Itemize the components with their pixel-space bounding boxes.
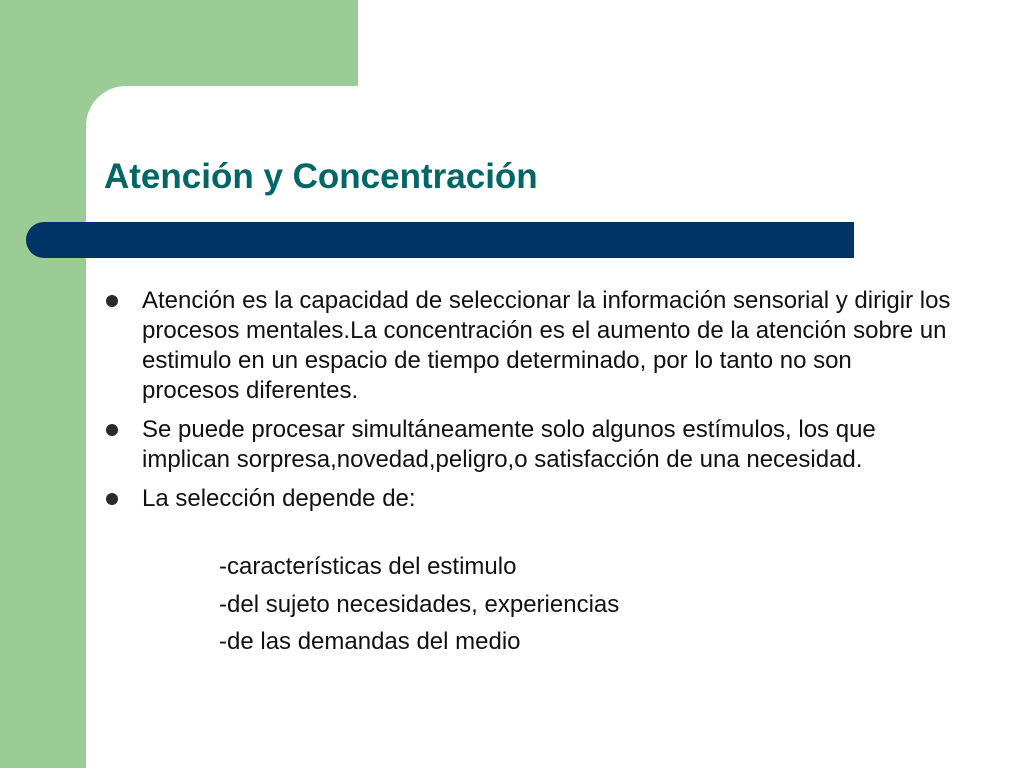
bullet-dot-icon	[106, 493, 118, 505]
title-underline-bar	[26, 222, 854, 258]
bullet-dot-icon	[106, 295, 118, 307]
bullet-item	[104, 415, 954, 475]
sub-item: -de las demandas del medio	[219, 628, 521, 655]
bullet-item	[104, 484, 954, 514]
sub-item: -del sujeto necesidades, experiencias	[219, 590, 620, 618]
bullet-item	[104, 286, 954, 406]
bullet-text: Se puede procesar simultáneamente solo algunos estímulos, los que implican sorpresa,novedad,peligro,o satisfacción de una necesidad.	[142, 416, 876, 473]
bullet-text: Atención es la capacidad de seleccionar la información sensorial y dirigir los procesos mentales.La concentración es el aumento de la atención sobre un estimulo en un espacio de tiempo determinado, por lo tanto no son procesos diferentes.	[142, 287, 951, 404]
bullet-text: La selección depende de:	[142, 485, 416, 512]
sub-item-list	[219, 548, 619, 661]
sub-item: -características del estimulo	[219, 553, 517, 580]
bullet-dot-icon	[106, 424, 118, 436]
slide-title: Atención y Concentración	[104, 157, 538, 196]
bullet-list	[104, 286, 954, 523]
